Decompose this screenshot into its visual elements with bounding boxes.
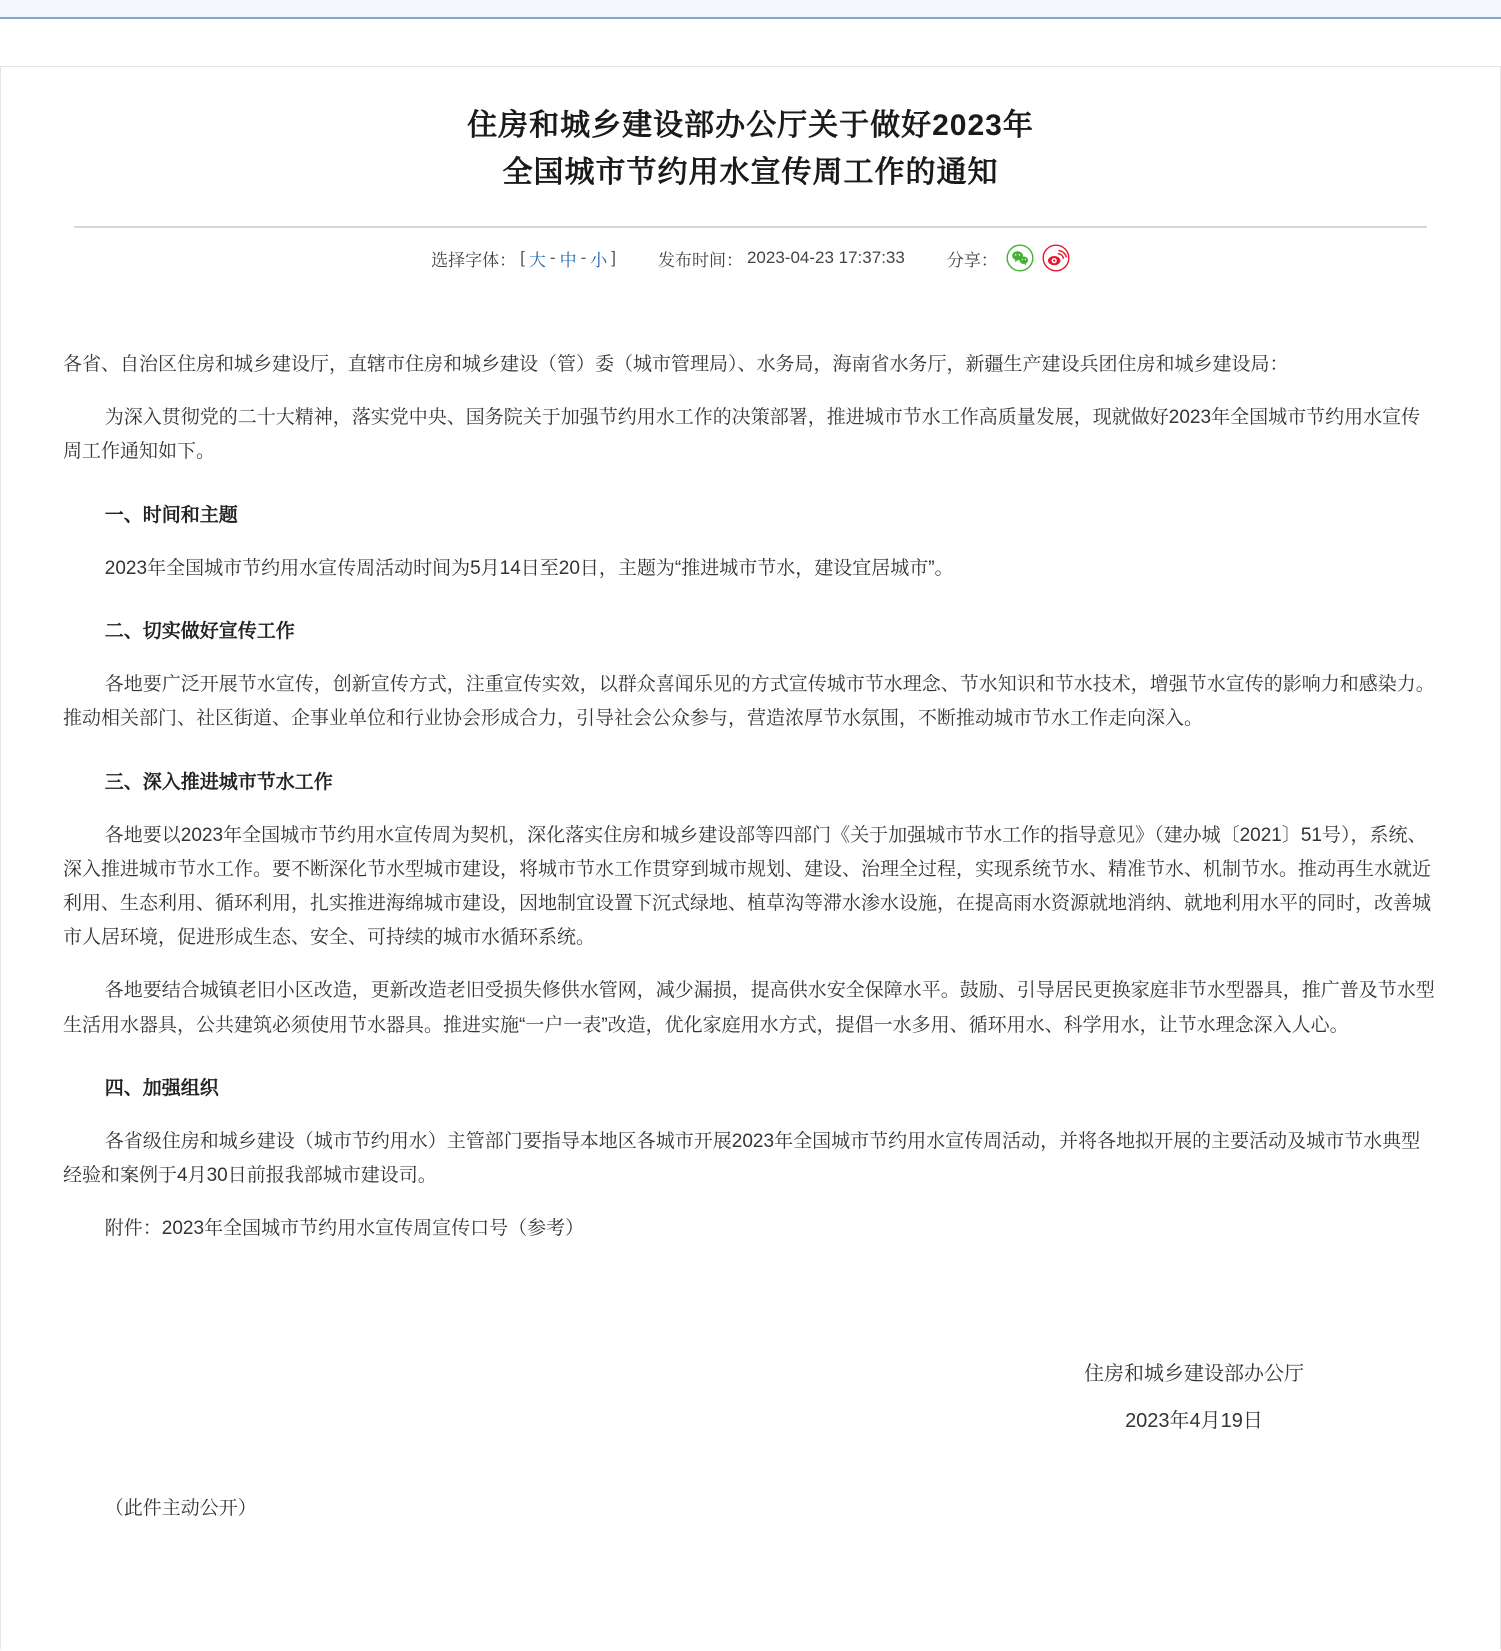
- font-separator-2: -: [580, 248, 587, 267]
- font-bracket-close: ]: [611, 248, 616, 267]
- page-title-line2: 全国城市节约用水宣传周工作的通知: [502, 155, 999, 189]
- signature-date: 2023年4月19日: [1125, 1409, 1263, 1432]
- title-divider: [74, 226, 1427, 228]
- signature-block: [1084, 1351, 1304, 1445]
- top-navigation-strip: [0, 0, 1501, 19]
- font-separator-1: -: [549, 248, 556, 267]
- wechat-icon[interactable]: [1006, 244, 1034, 272]
- share-label: 分享：: [946, 250, 998, 270]
- attachment-line: 附件：2023年全国城市节约用水宣传周宣传口号（参考）: [104, 1218, 585, 1240]
- intro-paragraph: 为深入贯彻党的二十大精神，落实党中央、国务院关于加强节约用水工作的决策部署，推进城市节水工作高质量发展，现就做好2023年全国城市节约用水宣传周工作通知如下。: [63, 407, 1421, 463]
- signature-organization: 住房和城乡建设部办公厅: [1084, 1362, 1304, 1385]
- disclosure-note: （此件主动公开）: [104, 1497, 257, 1519]
- publish-time-value: 2023-04-23 17:37:33: [746, 248, 905, 267]
- publish-time-label: 发布时间：: [657, 250, 743, 270]
- font-size-label: 选择字体：: [431, 250, 517, 270]
- section3-paragraph-2: 各地要结合城镇老旧小区改造，更新改造老旧受损失修供水管网，减少漏损，提高供水安全保障水平。鼓励、引导居民更换家庭非节水型器具，推广普及节水型生活用水器具，公共建筑必须使用节水器具。推进实施“一户一表”改造，优化家庭用水方式，提倡一水多用、循环用水、科学用水，让节水理念深入人心。: [63, 980, 1435, 1036]
- font-size-selector: [431, 246, 616, 271]
- share-group: [947, 244, 1070, 272]
- section2-paragraph: 各地要广泛开展节水宣传，创新宣传方式，注重宣传实效，以群众喜闻乐见的方式宣传城市节水理念、节水知识和节水技术，增强节水宣传的影响力和感染力。推动相关部门、社区街道、企事业单位和行业协会形成合力，引导社会公众参与，营造浓厚节水氛围，不断推动城市节水工作走向深入。: [63, 674, 1435, 730]
- section4-heading: 四、加强组织: [104, 1077, 219, 1099]
- section2-heading: 二、切实做好宣传工作: [104, 620, 295, 642]
- salutation-paragraph: 各省、自治区住房和城乡建设厅，直辖市住房和城乡建设（管）委（城市管理局）、水务局，海南省水务厅，新疆生产建设兵团住房和城乡建设局：: [63, 354, 1289, 375]
- page-title: [1, 103, 1500, 196]
- font-size-large-link[interactable]: 大: [528, 250, 546, 270]
- font-size-medium-link[interactable]: 中: [559, 250, 577, 270]
- meta-row: [1, 244, 1500, 272]
- section1-heading: 一、时间和主题: [104, 504, 238, 526]
- weibo-icon[interactable]: [1042, 244, 1070, 272]
- content-panel: [0, 66, 1501, 1649]
- publish-time: [658, 246, 905, 271]
- share-icons: [1006, 244, 1070, 272]
- section1-paragraph: 2023年全国城市节约用水宣传周活动时间为5月14日至20日，主题为“推进城市节水，建设宜居城市”。: [104, 557, 954, 579]
- font-bracket-open: [: [520, 248, 525, 267]
- section3-paragraph-1: 各地要以2023年全国城市节约用水宣传周为契机，深化落实住房和城乡建设部等四部门《关于加强城市节水工作的指导意见》（建办城〔2021〕51号），系统、深入推进城市节水工作。要不断深化节水型城市建设，将城市节水工作贯穿到城市规划、建设、治理全过程，实现系统节水、精准节水、机制节水。推动再生水就近利用、生态利用、循环利用，扎实推进海绵城市建设，因地制宜设置下沉式绿地、植草沟等滞水渗水设施，在提高雨水资源就地消纳、就地利用水平的同时，改善城市人居环境，促进形成生态、安全、可持续的城市水循环系统。: [63, 824, 1432, 949]
- page-title-line1: 住房和城乡建设部办公厅关于做好2023年: [467, 109, 1034, 142]
- section4-paragraph: 各省级住房和城乡建设（城市节约用水）主管部门要指导本地区各城市开展2023年全国城市节约用水宣传周活动，并将各地拟开展的主要活动及城市节水典型经验和案例于4月30日前报我部城市建设司。: [63, 1131, 1421, 1187]
- font-size-small-link[interactable]: 小: [590, 250, 608, 270]
- notice-body: [1, 348, 1500, 1247]
- section3-heading: 三、深入推进城市节水工作: [104, 771, 333, 793]
